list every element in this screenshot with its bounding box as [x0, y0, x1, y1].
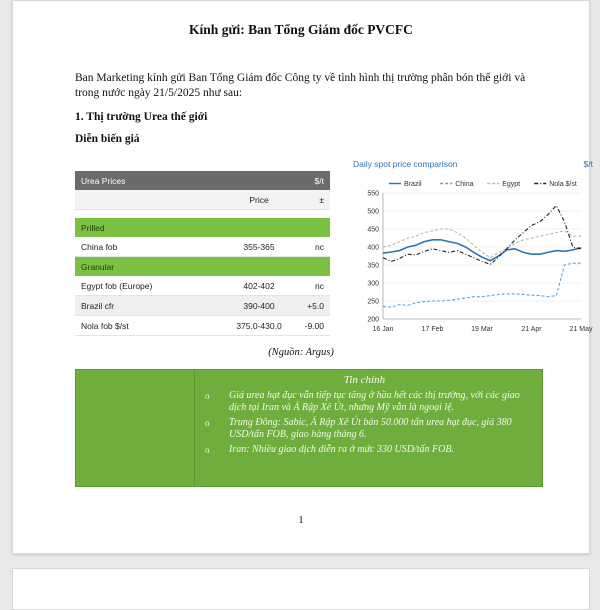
intro-paragraph: Ban Marketing kính gửi Ban Tổng Giám đốc Công ty về tình hình thị trường phân bón thế giới và trong nước ngày 21/5/2025 như sau:: [75, 72, 526, 99]
column-change: ±: [319, 194, 324, 205]
table-column-header: [75, 190, 330, 210]
y-tick-label: 300: [367, 280, 379, 288]
y-tick-label: 200: [367, 316, 379, 324]
news-box-left-cell: [76, 370, 195, 486]
news-list: [195, 390, 534, 457]
news-box: [75, 369, 543, 487]
next-page-edge: [12, 568, 590, 610]
table-spacer: [75, 210, 330, 218]
news-box-content: [195, 370, 542, 486]
page-number: 1: [298, 514, 304, 526]
legend-label: Egypt: [502, 181, 521, 188]
series-line-egypt: [383, 229, 581, 258]
legend-label: Nola $/st: [549, 181, 577, 188]
y-tick-label: 450: [367, 226, 379, 234]
news-box-heading: Tin chính: [343, 374, 386, 386]
subsection-heading: Diễn biến giá: [75, 133, 140, 145]
news-item: o Iran: Nhiều giao dịch diễn ra ở mức 330 USD/tấn FOB.: [229, 444, 534, 457]
column-price: Price: [249, 194, 269, 205]
y-tick-label: 250: [367, 298, 379, 306]
x-tick-label: 21 Apr: [521, 326, 542, 333]
news-item: o Giá urea hạt đục vẫn tiếp tục tăng ở hầu hết các thị trường, với các giao dịch tại Iran và Ả Rập Xê Út, nhưng Mỹ vẫn là ngoại lệ.: [229, 390, 534, 415]
table-row: Brazil cfr 390-400 +5.0: [75, 296, 330, 316]
chart-plot: [353, 156, 593, 346]
x-tick-label: 19 Mar: [471, 326, 493, 333]
page-title: Kính gửi: Ban Tổng Giám đốc PVCFC: [189, 22, 413, 37]
section-heading: 1. Thị trường Urea thế giới: [75, 111, 208, 123]
table-row: Egypt fob (Europe) 402-402 nc: [75, 276, 330, 296]
x-tick-label: 21 May: [569, 326, 593, 333]
table-unit: $/t: [314, 175, 324, 186]
y-tick-label: 500: [367, 208, 379, 216]
source-caption: (Nguồn: Argus): [268, 347, 334, 358]
series-line-china: [383, 263, 581, 307]
table-header: [75, 171, 330, 190]
table-row: Nola fob $/st 375.0-430.0 -9.00: [75, 316, 330, 336]
table-title: Urea Prices: [81, 175, 126, 186]
document-page: [12, 0, 593, 554]
chart-title: Daily spot price comparison: [353, 159, 458, 169]
table-section-granular: Granular: [75, 257, 330, 276]
legend-label: Brazil: [404, 181, 422, 188]
chart-unit: $/t: [583, 159, 593, 169]
news-item: o Trung Đông: Sabic, Ả Rập Xê Út bán 50.000 tấn urea hạt đục, giá 380 USD/tấn FOB, giao hàng tháng 6.: [229, 417, 534, 442]
series-line-brazil: [383, 240, 581, 261]
legend-label: China: [455, 181, 474, 188]
y-tick-label: 350: [367, 262, 379, 270]
y-tick-label: 550: [367, 190, 379, 198]
y-tick-label: 400: [367, 244, 379, 252]
urea-price-table: [75, 171, 330, 336]
table-row: China fob 355-365 nc: [75, 237, 330, 257]
x-tick-label: 16 Jan: [372, 326, 394, 333]
price-chart: [353, 156, 593, 346]
x-tick-label: 17 Feb: [421, 326, 444, 333]
series-line-nola-st: [383, 206, 581, 265]
table-section-prilled: Prilled: [75, 218, 330, 237]
